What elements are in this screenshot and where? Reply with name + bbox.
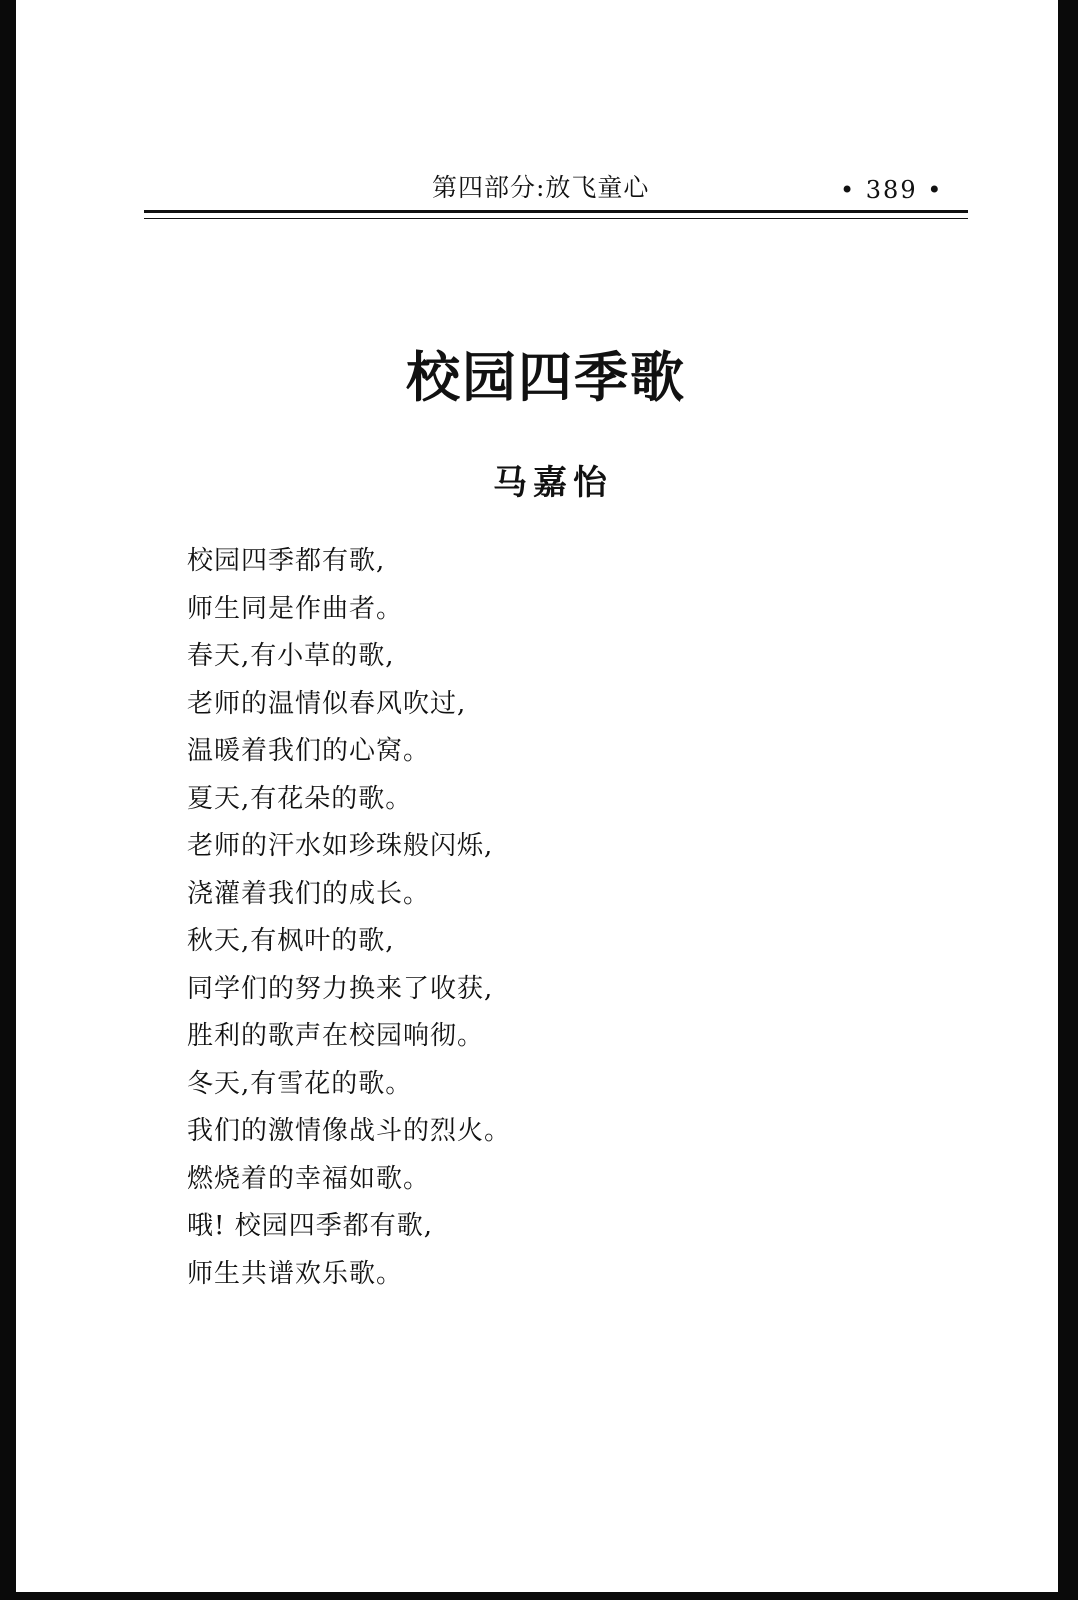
poem-line: 胜利的歌声在校园响彻。 — [187, 1021, 485, 1051]
poem-line: 冬天,有雪花的歌。 — [187, 1068, 413, 1099]
poem-author: 马嘉怡 — [493, 463, 613, 503]
poem-line: 浇灌着我们的成长。 — [187, 878, 431, 909]
poem-line: 夏天,有花朵的歌。 — [187, 783, 413, 814]
header-rule — [144, 210, 968, 213]
running-head: 第四部分:放飞童心 — [432, 173, 650, 202]
poem-line: 温暖着我们的心窝。 — [187, 736, 431, 766]
scan-border-right — [1058, 0, 1078, 1600]
scan-border-bottom — [0, 1592, 1078, 1600]
poem-line: 同学们的努力换来了收获, — [187, 973, 494, 1004]
poem-line: 师生同是作曲者。 — [187, 593, 404, 624]
poem-line: 春天,有小草的歌, — [187, 641, 395, 671]
page-number: • 389 • — [840, 176, 944, 204]
poem-line: 老师的汗水如珍珠般闪烁, — [187, 831, 494, 861]
scan-border-left — [0, 0, 16, 1600]
poem-line: 哦! 校园四季都有歌, — [187, 1211, 433, 1241]
poem-line: 校园四季都有歌, — [187, 546, 386, 576]
poem-line: 我们的激情像战斗的烈火。 — [187, 1116, 512, 1146]
header-rule-thin — [144, 218, 968, 219]
poem-line: 老师的温情似春风吹过, — [187, 688, 467, 719]
poem-line: 燃烧着的幸福如歌。 — [187, 1163, 431, 1194]
poem-title: 校园四季歌 — [406, 345, 686, 409]
poem-line: 师生共谱欢乐歌。 — [187, 1258, 404, 1289]
poem-body — [187, 538, 511, 1298]
poem-line: 秋天,有枫叶的歌, — [187, 926, 395, 956]
